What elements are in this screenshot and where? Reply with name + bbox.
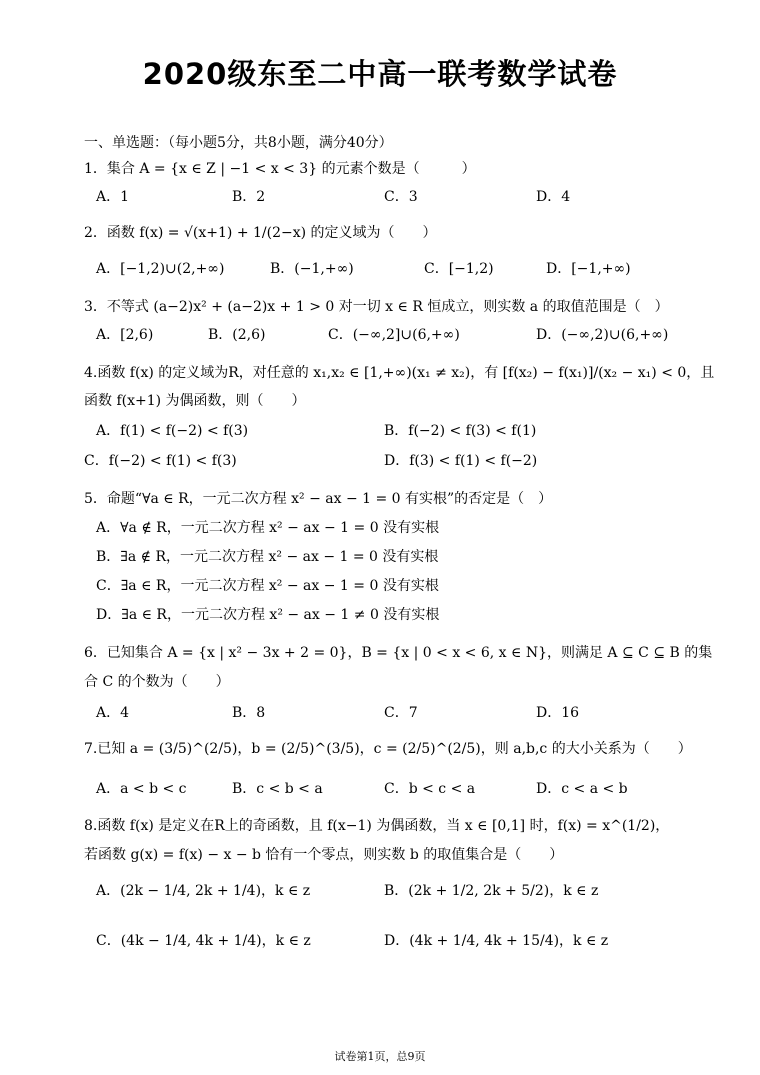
question-8-option-c: C．(4k − 1/4, 4k + 1/4)，k ∈ z	[96, 933, 311, 949]
question-6-option-a: A．4	[96, 705, 130, 721]
question-8-stem-line-2: 若函数 g(x) = f(x) − x − b 恰有一个零点，则实数 b 的取值集合是（ ）	[84, 847, 564, 863]
question-1-stem: 1．集合 A = {x ∈ Z | −1 < x < 3} 的元素个数是（ ）	[84, 161, 476, 177]
question-1-option-c: C．3	[384, 189, 418, 205]
question-6-stem-line-2: 合 C 的个数为（ ）	[84, 674, 230, 690]
question-7-option-c: C．b < c < a	[384, 781, 476, 797]
question-6-option-c: C．7	[384, 705, 418, 721]
question-8-option-a: A．(2k − 1/4, 2k + 1/4)，k ∈ z	[96, 883, 311, 899]
question-5-stem: 5．命题“∀a ∈ R，一元二次方程 x² − ax − 1 = 0 有实根”的否定是（ ）	[84, 491, 553, 507]
question-1-option-b: B．2	[232, 189, 266, 205]
question-4-option-a: A．f(1) < f(−2) < f(3)	[96, 423, 249, 439]
question-7-option-b: B．c < b < a	[232, 781, 323, 797]
question-4-stem-line-1: 4.函数 f(x) 的定义域为R，对任意的 x₁,x₂ ∈ [1,+∞)(x₁ ≠ x₂)，有 [f(x₂) − f(x₁)]/(x₂ − x₁) < 0，且	[84, 365, 715, 381]
question-2-option-c: C．[−1,2)	[424, 261, 494, 277]
question-8-stem-line-1: 8.函数 f(x) 是定义在R上的奇函数，且 f(x−1) 为偶函数，当 x ∈ [0,1] 时，f(x) = x^(1/2)，	[84, 818, 670, 834]
question-3-option-c: C．(−∞,2]∪(6,+∞)	[328, 327, 460, 343]
question-6-option-b: B．8	[232, 705, 266, 721]
question-8-option-b: B．(2k + 1/2, 2k + 5/2)，k ∈ z	[384, 883, 599, 899]
page-title: 2020级东至二中高一联考数学试卷	[142, 57, 618, 91]
section-heading: 一、单选题：（每小题5分，共8小题，满分40分）	[84, 135, 393, 151]
question-1-option-d: D．4	[536, 189, 571, 205]
page-footer: 试卷第1页，总9页	[334, 1050, 426, 1063]
question-3-option-b: B．(2,6)	[208, 327, 266, 343]
question-5-option-c: C．∃a ∈ R，一元二次方程 x² − ax − 1 = 0 没有实根	[96, 578, 439, 594]
question-1-option-a: A．1	[96, 189, 130, 205]
question-5-option-a: A．∀a ∉ R，一元二次方程 x² − ax − 1 = 0 没有实根	[96, 520, 440, 536]
question-4-option-c: C．f(−2) < f(1) < f(3)	[84, 453, 237, 469]
question-5-option-d: D．∃a ∈ R，一元二次方程 x² − ax − 1 ≠ 0 没有实根	[96, 607, 440, 623]
question-4-option-d: D．f(3) < f(1) < f(−2)	[384, 453, 538, 469]
question-6-option-d: D．16	[536, 705, 580, 721]
question-3-option-a: A．[2,6)	[96, 327, 154, 343]
question-3-stem: 3．不等式 (a−2)x² + (a−2)x + 1 > 0 对一切 x ∈ R 恒成立，则实数 a 的取值范围是（ ）	[84, 299, 669, 315]
question-2-option-b: B．(−1,+∞)	[270, 261, 354, 277]
question-7-option-d: D．c < a < b	[536, 781, 628, 797]
question-2-option-d: D．[−1,+∞)	[546, 261, 631, 277]
question-8-option-d: D．(4k + 1/4, 4k + 15/4)，k ∈ z	[384, 933, 609, 949]
question-7-option-a: A．a < b < c	[96, 781, 187, 797]
question-7-stem: 7.已知 a = (3/5)^(2/5)，b = (2/5)^(3/5)，c = (2/5)^(2/5)，则 a,b,c 的大小关系为（ ）	[84, 741, 692, 757]
question-2-stem: 2．函数 f(x) = √(x+1) + 1/(2−x) 的定义域为（ ）	[84, 225, 437, 241]
question-3-option-d: D．(−∞,2)∪(6,+∞)	[536, 327, 669, 343]
question-6-stem-line-1: 6．已知集合 A = {x | x² − 3x + 2 = 0}，B = {x | 0 < x < 6, x ∈ N}，则满足 A ⊆ C ⊆ B 的集	[84, 645, 713, 661]
question-2-option-a: A．[−1,2)∪(2,+∞)	[96, 261, 225, 277]
question-5-option-b: B．∃a ∉ R，一元二次方程 x² − ax − 1 = 0 没有实根	[96, 549, 439, 565]
question-4-stem-line-2: 函数 f(x+1) 为偶函数，则（ ）	[84, 393, 306, 409]
question-4-option-b: B．f(−2) < f(3) < f(1)	[384, 423, 537, 439]
